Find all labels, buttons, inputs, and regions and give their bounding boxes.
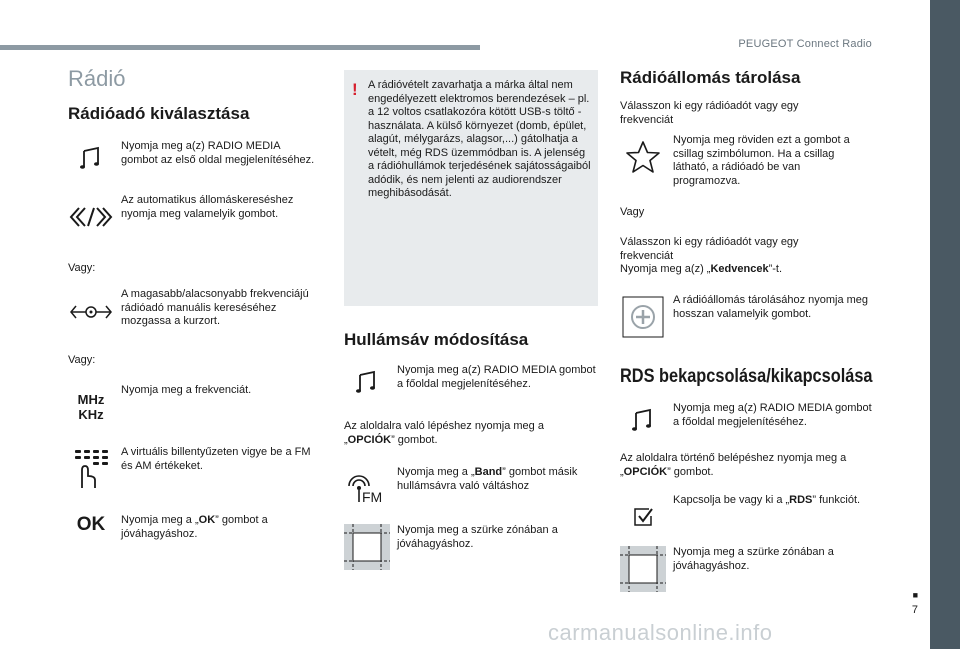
instruction-paragraph: Az aloldalra történő belépéshez nyomja meg a „OPCIÓK” gombot. — [620, 452, 847, 478]
or-label: Vagy — [620, 206, 645, 218]
instruction-text: Az automatikus állomáskereséshez nyomja meg valamelyik gombot. — [121, 194, 294, 220]
instruction-text: Nyomja meg a frekvenciát. — [121, 384, 252, 396]
instruction-text: Nyomja meg a szürke zónában a jóváhagyáshoz. — [673, 546, 834, 572]
section-title: Rádió — [68, 66, 126, 91]
instruction-text: Nyomja meg a(z) RADIO MEDIA gombot az első oldal megjelenítéséhez. — [121, 140, 315, 166]
header-rule — [0, 45, 480, 50]
instruction-text: A rádióállomás tárolásához nyomja meg hosszan valamelyik gombot. — [673, 294, 869, 320]
brand-title: PEUGEOT Connect Radio — [738, 38, 872, 50]
page-marker: ■ — [912, 590, 918, 600]
instruction-text: Nyomja meg röviden ezt a gombot a csillag szimbólumon. Ha a csillag látható, a rádióadó be van programozva. — [673, 134, 850, 187]
instruction-paragraph: Nyomja meg a(z) „Kedvencek”-t. — [620, 263, 783, 275]
instruction-text: Nyomja meg a(z) RADIO MEDIA gombot a főoldal megjelenítéséhez. — [397, 364, 596, 390]
svg-text:FM: FM — [362, 489, 383, 504]
page-number: 7 — [911, 604, 918, 616]
add-preset-icon — [620, 296, 666, 338]
heading-station-store: Rádióállomás tárolása — [620, 68, 801, 87]
seek-arrows-icon — [68, 206, 114, 228]
warning-box — [344, 70, 598, 306]
checkbox-icon — [620, 506, 666, 528]
music-note-icon — [620, 408, 666, 432]
instruction-paragraph: Az aloldalra való lépéshez nyomja meg a „OPCIÓK” gombot. — [344, 420, 544, 446]
heading-rds-toggle: RDS bekapcsolása/kikapcsolása — [620, 366, 873, 387]
or-label: Vagy: — [68, 354, 96, 366]
instruction-text: A virtuális billentyűzeten vigye be a FM és AM értékeket. — [121, 446, 311, 472]
grey-zone-icon — [620, 546, 666, 592]
warning-icon: ! — [352, 80, 358, 99]
instruction-text: Nyomja meg a szürke zónában a jóváhagyáshoz. — [397, 524, 558, 550]
mhz-khz-icon: MHz KHz — [77, 392, 105, 422]
warning-text: A rádióvételt zavarhatja a márka által nem engedélyezett elektromos berendezések – pl. a 12 voltos csatlakozóra kötött USB-s töltő -használata. A külső környezet (domb, épület, alagút, mélygarázs, alagsor,...) gátolhatja a vételt, még RDS üzemmódban is. A jelenség a rádióhullámok terjedésének sajátosságaiból adódik, és nem jelenti az audiorendszer meghibásodását. — [368, 79, 591, 199]
instruction-text: Nyomja meg a(z) RADIO MEDIA gombot a főoldal megjelenítéséhez. — [673, 402, 872, 428]
fm-band-icon — [344, 472, 390, 504]
instruction-text: Nyomja meg a „Band” gombot másik hullámsávra való váltáshoz — [397, 466, 578, 492]
music-note-icon — [344, 370, 390, 394]
slider-cursor-icon — [68, 302, 114, 322]
heading-band-change: Hullámsáv módosítása — [344, 330, 529, 349]
watermark: carmanualsonline.info — [548, 620, 773, 645]
grey-zone-icon — [344, 524, 390, 570]
or-label: Vagy: — [68, 262, 96, 274]
music-note-icon — [68, 146, 114, 170]
star-icon — [620, 140, 666, 174]
instruction-text: Nyomja meg a „OK” gombot a jóváhagyáshoz. — [121, 514, 268, 540]
instruction-paragraph: Válasszon ki egy rádióadót vagy egy frekvenciát — [620, 100, 799, 126]
virtual-keypad-icon — [68, 448, 114, 490]
instruction-text: Kapcsolja be vagy ki a „RDS” funkciót. — [673, 494, 861, 506]
ok-icon: OK — [76, 514, 106, 535]
page-edge-bar — [930, 0, 960, 649]
heading-station-select: Rádióadó kiválasztása — [68, 104, 250, 123]
instruction-paragraph: Válasszon ki egy rádióadót vagy egy frekvenciát — [620, 236, 799, 262]
instruction-text: A magasabb/alacsonyabb frekvenciájú rádióadó manuális kereséséhez mozgassa a kurzort. — [121, 288, 309, 327]
